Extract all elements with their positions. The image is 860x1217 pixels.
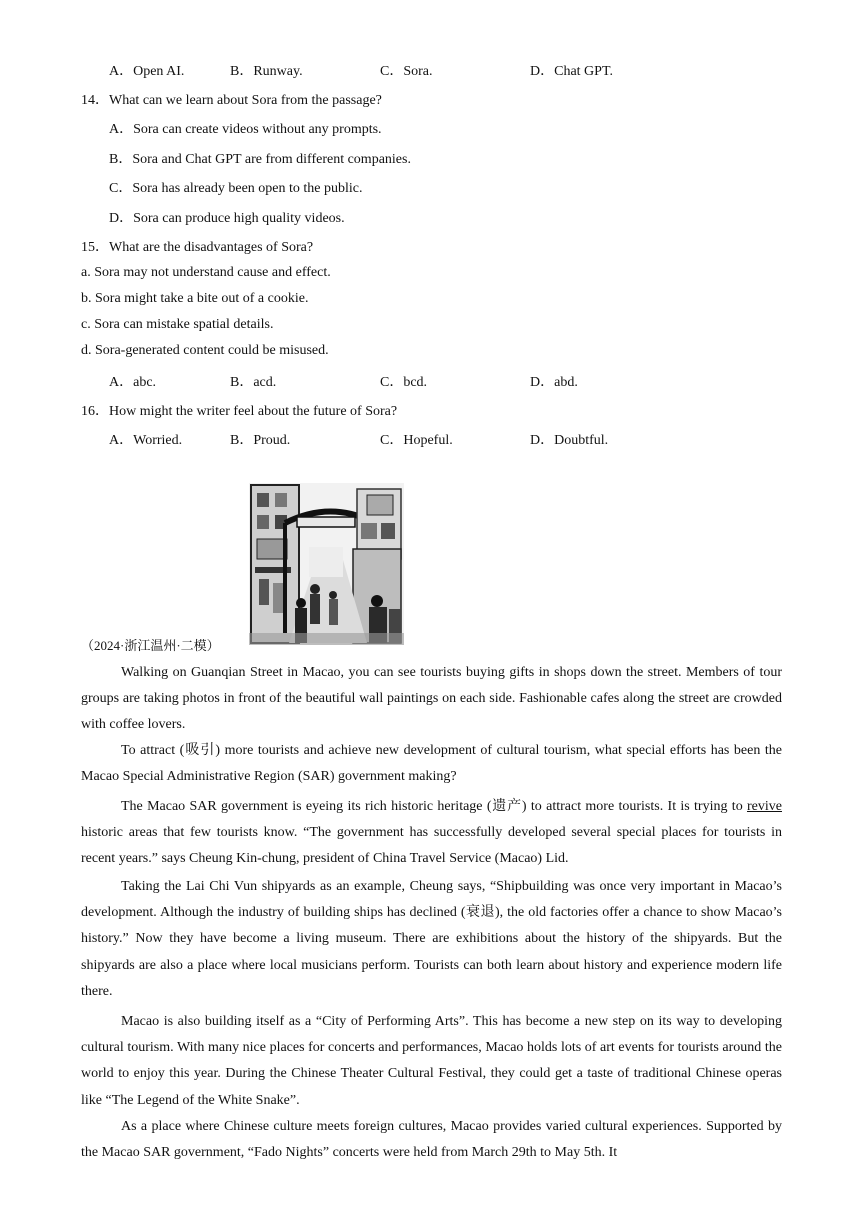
- q15-statement-d: d. Sora-generated content could be misused.: [81, 343, 329, 358]
- q16-option-c: C．Hopeful.: [380, 433, 453, 448]
- q14-option-a: A．Sora can create videos without any prompts.: [109, 122, 382, 137]
- paragraph-1-text: Walking on Guanqian Street in Macao, you can see tourists buying gifts in shops down the street. Members of tour groups are taking photos in front of the beautiful wall paintings on each side. Fashionable cafes along the street are crowded with coffee lovers.: [81, 665, 782, 733]
- source-tag: （2024·浙江温州·二模）: [81, 638, 220, 653]
- q14-question: 14．What can we learn about Sora from the passage?: [81, 93, 382, 108]
- q15-statement-b: b. Sora might take a bite out of a cookie.: [81, 291, 309, 306]
- q13-option-b: B．Runway.: [230, 64, 303, 79]
- q16-option-b: B．Proud.: [230, 433, 291, 448]
- q15-option-c: C．bcd.: [380, 375, 428, 390]
- q15-option-b: B．acd.: [230, 375, 277, 390]
- q15-question: 15．What are the disadvantages of Sora?: [81, 240, 314, 255]
- paragraph-2-text: To attract (吸引) more tourists and achieve new development of cultural tourism, what special efforts has been the Macao Special Administrative Region (SAR) government making?: [81, 743, 782, 785]
- passage-paragraph-1: [81, 660, 782, 739]
- q13-option-d: D．Chat GPT.: [530, 64, 613, 79]
- passage-paragraph-5: [81, 1009, 782, 1114]
- q15-statement-c: c. Sora can mistake spatial details.: [81, 317, 274, 332]
- paragraph-3-text-b: historic areas that few tourists know. “The government has successfully developed several special places for tourists in recent years.” says Cheung Kin-chung, president of China Travel Service (Macao) Lid.: [81, 825, 782, 867]
- paragraph-4-text: Taking the Lai Chi Vun shipyards as an example, Cheung says, “Shipbuilding was once very important in Macao’s development. Although the industry of building ships has declined (衰退), the old factories offer a chance to show Macao’s history.” Now they have become a living museum. There are exhibitions about the history of the shipyards. But the shipyards are also a place where local musicians perform. Tourists can both learn about history and experience modern life there.: [81, 879, 782, 999]
- q16-question: 16．How might the writer feel about the future of Sora?: [81, 404, 398, 419]
- paragraph-5-text: Macao is also building itself as a “City of Performing Arts”. This has become a new step on its way to developing cultural tourism. With many nice places for concerts and performances, Macao holds lots of art events for tourists around the world to enjoy this year. During the Chinese Theater Cultural Festival, they could get a taste of traditional Chinese operas like “The Legend of the White Snake”.: [81, 1014, 782, 1108]
- q13-option-c: C．Sora.: [380, 64, 433, 79]
- q15-option-a: A．abc.: [109, 375, 157, 390]
- passage-paragraph-2: [81, 738, 782, 790]
- paragraph-6-text: As a place where Chinese culture meets foreign cultures, Macao provides varied cultural experiences. Supported by the Macao SAR government, “Fado Nights” concerts were held from March 29th to May 5th. It: [81, 1119, 782, 1161]
- q14-option-c: C．Sora has already been open to the public.: [109, 181, 363, 196]
- q15-statement-a: a. Sora may not understand cause and effect.: [81, 265, 331, 280]
- passage-paragraph-4: [81, 874, 782, 1005]
- q15-option-d: D．abd.: [530, 375, 578, 390]
- q13-option-a: A．Open AI.: [109, 64, 185, 79]
- q14-option-b: B．Sora and Chat GPT are from different companies.: [109, 152, 411, 167]
- passage-paragraph-6: [81, 1114, 782, 1166]
- q14-option-d: D．Sora can produce high quality videos.: [109, 211, 345, 226]
- q16-option-d: D．Doubtful.: [530, 433, 609, 448]
- passage-paragraph-3: [81, 794, 782, 873]
- street-photo: [249, 483, 404, 645]
- paragraph-3-text-a: The Macao SAR government is eyeing its rich historic heritage (遗产) to attract more tourists. It is trying to: [121, 799, 748, 814]
- q16-option-a: A．Worried.: [109, 433, 183, 448]
- underlined-word-revive: revive: [747, 799, 782, 814]
